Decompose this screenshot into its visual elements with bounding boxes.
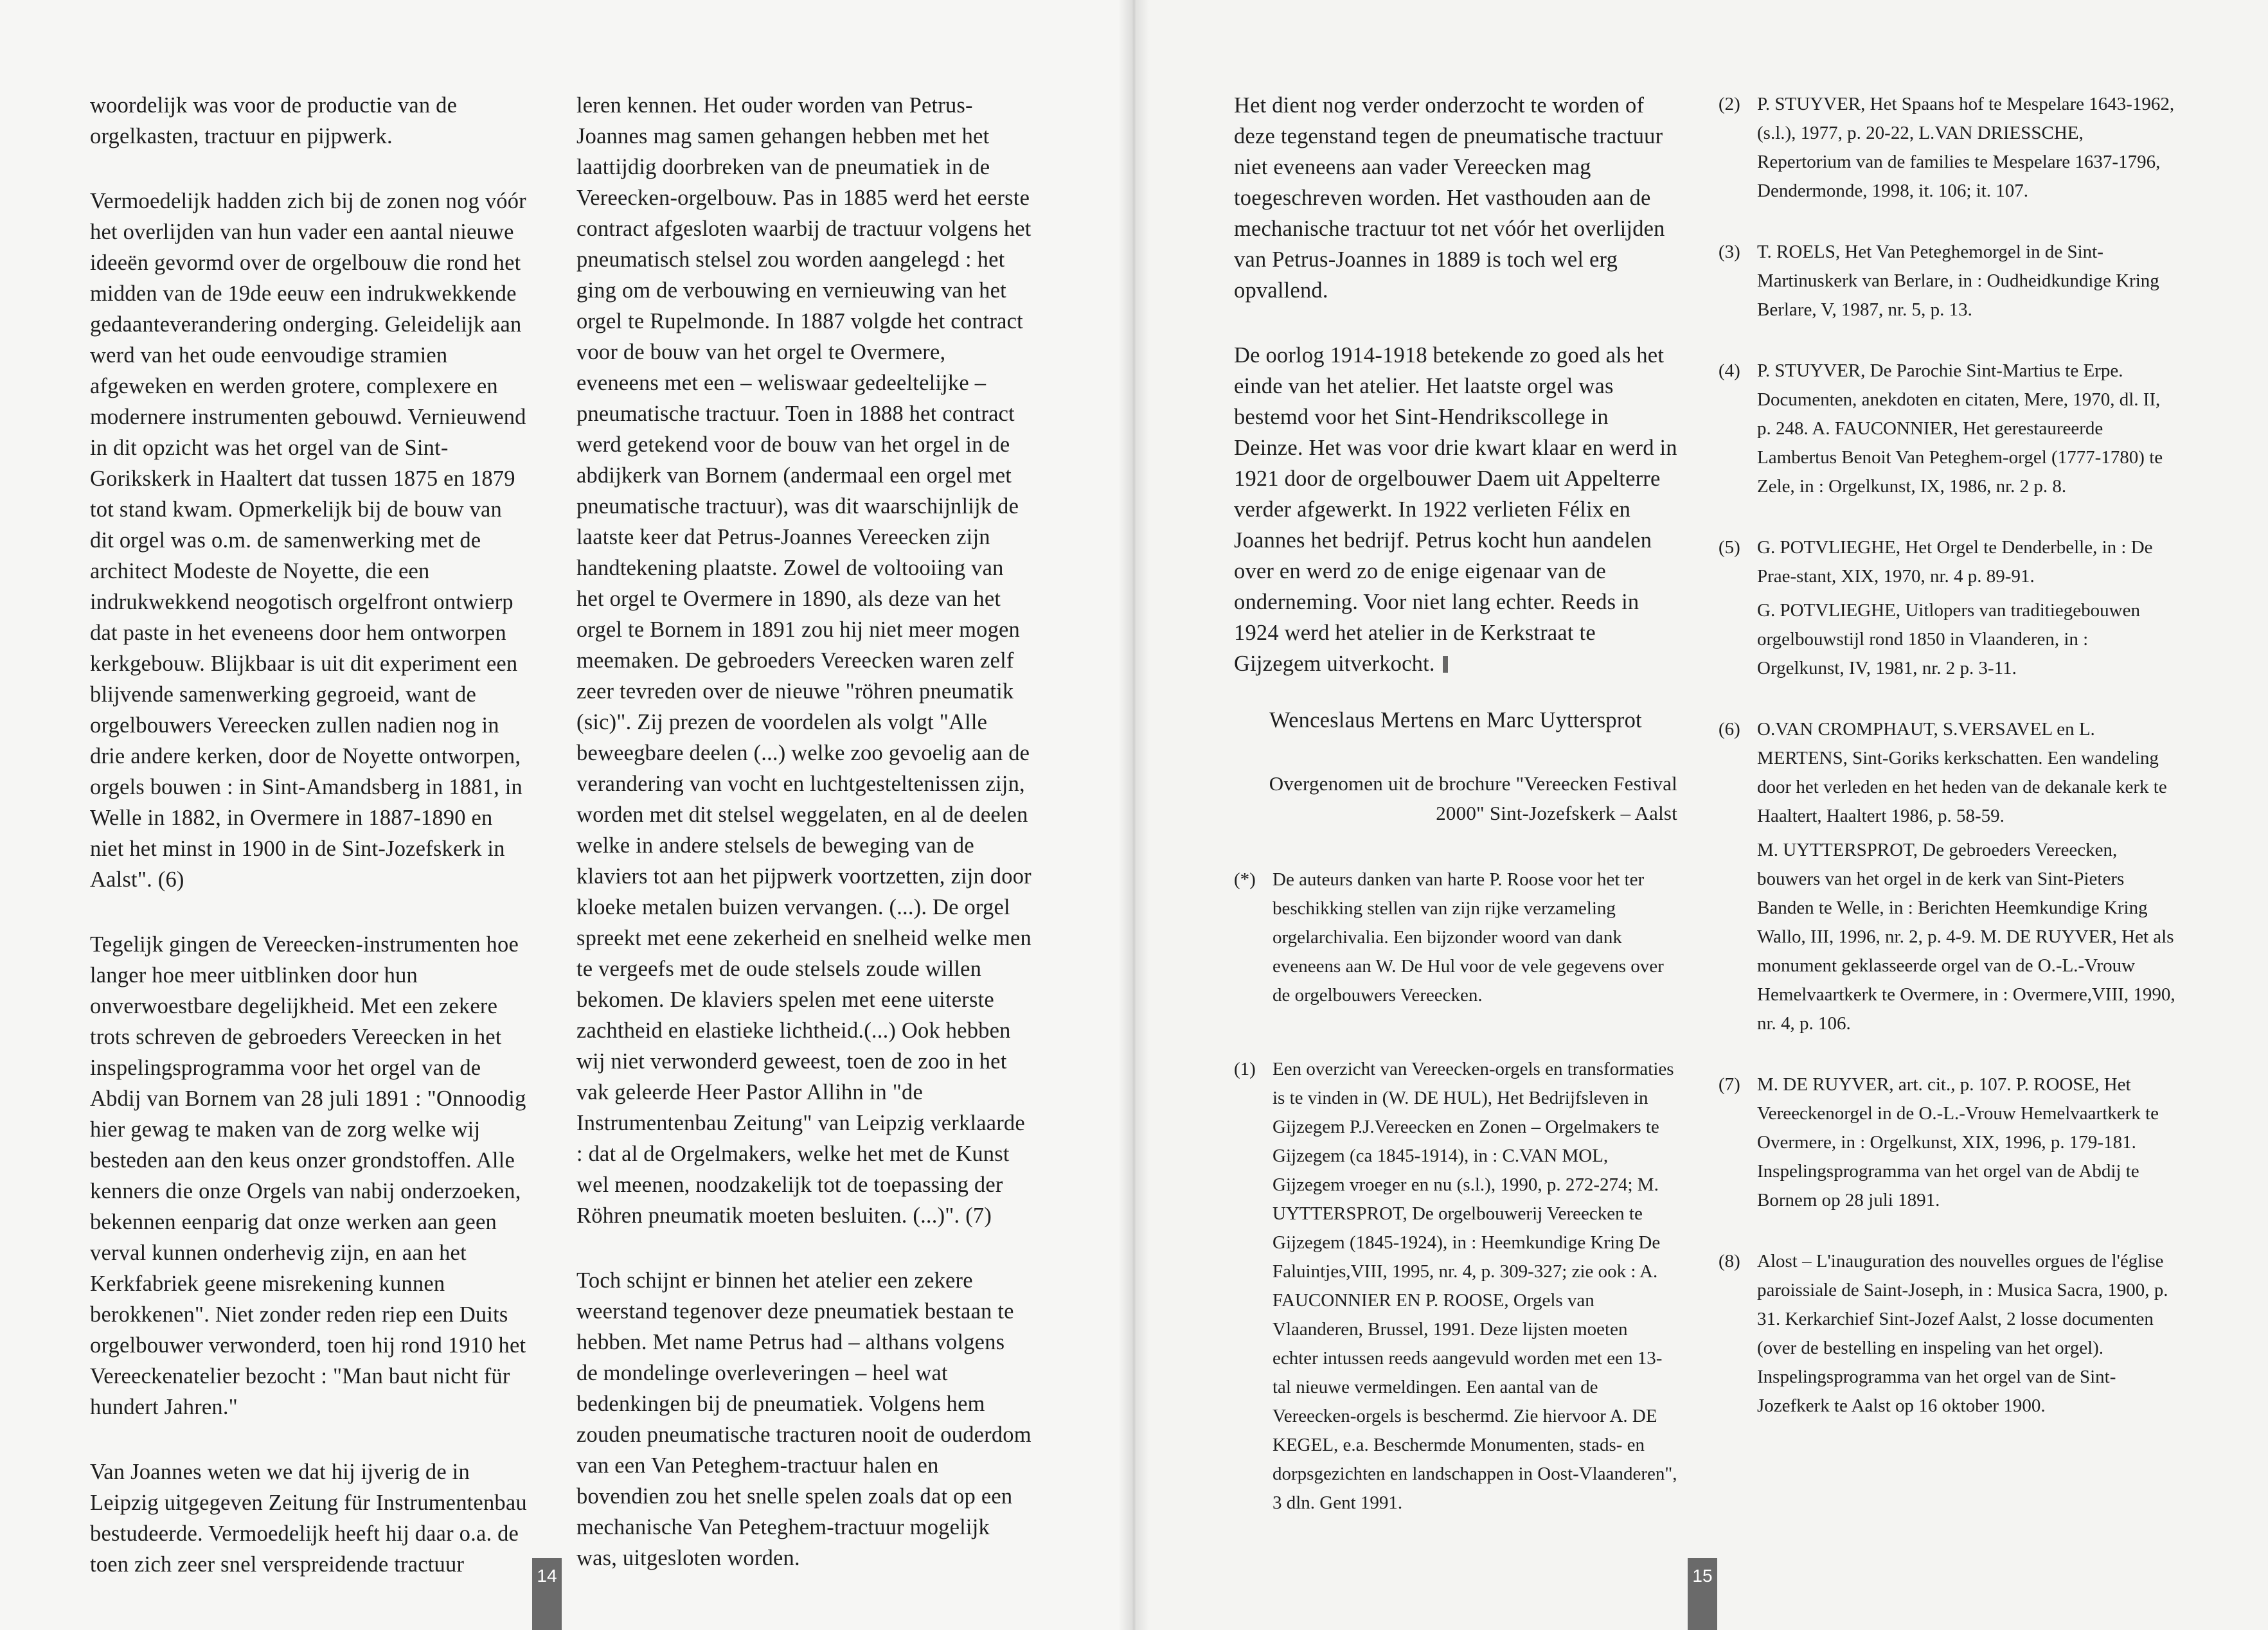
page-number: 15	[1688, 1558, 1717, 1630]
footnote-text: Alost – L'inauguration des nouvelles orgues de l'église paroissiale de Saint-Joseph, in : Musica Sacra, 1900, p. 31. Kerkarchief Sint-Jozef Aalst, 2 losse documenten (over de bestelling en inspeling van het orgel). Inspelingsprogramma van het orgel van de Sint-Jozefkerk te Aalst op 16 oktober 1900.	[1757, 1251, 2168, 1416]
paragraph: Toch schijnt er binnen het atelier een zekere weerstand tegenover deze pneumatiek bestaan te hebben. Met name Petrus had – althans volgens de mondelinge overleveringen – heel wat bedenkingen bij de pneumatiek. Volgens hem zouden pneumatische tracturen nooit de ouderdom van een Van Peteghem-tractuur halen en bovendien zou het snelle spelen zoals dat op een mechanische Van Peteghem-tractuur mogelijk was, uitgesloten worden.	[576, 1268, 1031, 1570]
footnote	[1719, 1247, 2176, 1421]
paragraph: leren kennen. Het ouder worden van Petrus-Joannes mag samen gehangen hebben met het laattijdig doorbreken van de pneumatiek in de Vereecken-orgelbouw. Pas in 1885 werd het eerste contract afgesloten waarbij de tractuur volgens het pneumatisch stelsel zou worden aangelegd : het ging om de verbouwing en vernieuwing van het orgel te Rupelmonde. In 1887 volgde het contract voor de bouw van het orgel te Overmere, eveneens met een – weliswaar gedeeltelijke – pneumatische tractuur. Toen in 1888 het contract werd getekend voor de bouw van het orgel in de abdijkerk van Bornem (andermaal een orgel met pneumatische tractuur), was dit waarschijnlijk de laatste keer dat Petrus-Joannes Vereecken zijn handtekening plaatste. Zowel de voltooiing van het orgel te Overmere in 1890, als deze van het orgel te Bornem in 1891 zou hij niet meer mogen meemaken. De gebroeders Vereecken waren zelf zeer tevreden over de nieuwe "röhren pneumatik (sic)". Zij prezen de voordelen als volgt "Alle beweegbare deelen (...) welke zoo gevoelig aan de verandering van vocht en luchtgesteltenissen zijn, worden met dit stelsel weggelaten, en al de deelen welke in andere stelsels de beweging van de klaviers tot aan het pijpwerk voortzetten, zijn door kloeke metalen buizen vervangen. (...). De orgel spreekt met eene zekerheid en snelheid welke men te vergeefs met de oude stelsels zoude willen bekomen. De klaviers spelen met eene uiterste zachtheid en elastieke lichtheid.(...) Ook hebben wij niet verwonderd geweest, toen de zoo in het vak geleerde Heer Pastor Allihn in "de Instrumentenbau Zeitung" van Leipzig verklaarde : dat al de Orgelmakers, welke het met de Kunst wel meenen, noodzakelijk tot de toepassing der Röhren pneumatik moeten besluiten. (...)". (7)	[576, 93, 1031, 1228]
footnote	[1719, 1070, 2176, 1215]
footnote-text: M. DE RUYVER, art. cit., p. 107. P. ROOSE, Het Vereeckenorgel in de O.-L.-Vrouw Hemelvaartkerk te Overmere, in : Orgelkunst, XIX, 1996, p. 179-181. Inspelingsprogramma van het orgel van de Abdij te Bornem op 28 juli 1891.	[1757, 1074, 2159, 1210]
footnote-number: (7)	[1719, 1074, 1740, 1095]
right-page-column-1	[1234, 90, 1677, 1550]
paragraph: Van Joannes weten we dat hij ijverig de in Leipzig uitgegeven Zeitung für Instrumentenbau bestudeerde. Vermoedelijk heeft hij daar o.a. de toen zich zeer snel verspreidende tractuur	[90, 1460, 527, 1577]
paragraph: woordelijk was voor de productie van de orgelkasten, tractuur en pijpwerk.	[90, 93, 458, 148]
footnote-number: (6)	[1719, 719, 1740, 740]
page-15	[1134, 0, 2268, 1630]
footnote	[1719, 90, 2176, 206]
footnote-text: G. POTVLIEGHE, Het Orgel te Denderbelle, in : De Prae-stant, XIX, 1970, nr. 4 p. 89-91.	[1757, 537, 2153, 587]
left-page-column-1	[90, 90, 528, 1614]
page-number: 14	[532, 1558, 562, 1630]
paragraph	[1234, 340, 1677, 679]
footnote	[1719, 357, 2176, 501]
footnote-text: Een overzicht van Vereecken-orgels en transformaties is te vinden in (W. DE HUL), Het Bedrijfsleven in Gijzegem P.J.Vereecken en Zonen – Orgelmakers te Gijzegem (ca 1845-1914), in : C.VAN MOL, Gijzegem vroeger en nu (s.l.), 1990, p. 272-274; M. UYTTERSPROT, De orgelbouwerij Vereecken te Gijzegem (1845-1924), in : Heemkundige Kring De Faluintjes,VIII, 1995, nr. 4, p. 309-327; zie ook : A. FAUCONNIER EN P. ROOSE, Orgels van Vlaanderen, Brussel, 1991. Deze lijsten moeten echter intussen reeds aangevuld worden met een 13-tal nieuwe vermeldingen. Een aantal van de Vereecken-orgels is beschermd. Zie hiervoor A. DE KEGEL, e.a. Beschermde Monumenten, stads- en dorpsgezichten en landschappen in Oost-Vlaanderen", 3 dln. Gent 1991.	[1272, 1059, 1677, 1513]
footnote-text: O.VAN CROMPHAUT, S.VERSAVEL en L. MERTENS, Sint-Goriks kerkschatten. Een wandeling door het verleden en het heden van de dekanale kerk te Haaltert, Haaltert 1986, p. 58-59.	[1757, 719, 2167, 826]
footnote-number: (8)	[1719, 1251, 1740, 1271]
footnote-number: (5)	[1719, 537, 1740, 558]
footnote	[1719, 533, 2176, 683]
footnote-text: T. ROELS, Het Van Peteghemorgel in de Sint-Martinuskerk van Berlare, in : Oudheidkundige Kring Berlare, V, 1987, nr. 5, p. 13.	[1757, 242, 2159, 320]
footnote-text: P. STUYVER, De Parochie Sint-Martius te Erpe. Documenten, anekdoten en citaten, Mere, 1970, dl. II, p. 248. A. FAUCONNIER, Het gerestaureerde Lambertus Benoit Van Peteghem-orgel (1777-1780) te Zele, in : Orgelkunst, IX, 1986, nr. 2 p. 8.	[1757, 360, 2163, 497]
footnote	[1234, 1055, 1677, 1518]
footnote-number: (1)	[1234, 1059, 1256, 1079]
source-credit: Overgenomen uit de brochure "Vereecken Festival 2000" Sint-Jozefskerk – Aalst	[1269, 772, 1677, 824]
footnote	[1719, 238, 2176, 324]
paragraph-text: De oorlog 1914-1918 betekende zo goed als het einde van het atelier. Het laatste orgel was bestemd voor het Sint-Hendrikscollege in Deinze. Het was voor drie kwart klaar en werd in 1921 door de orgelbouwer Daem uit Appelterre verder afgewerkt. In 1922 verlieten Félix en Joannes het bedrijf. Petrus kocht hun aandelen over en werd zo de enige eigenaar van de onderneming. Voor niet lang echter. Reeds in 1924 werd het atelier in de Kerkstraat te Gijzegem uitverkocht.	[1234, 343, 1677, 676]
paragraph: Het dient nog verder onderzocht te worden of deze tegenstand tegen de pneumatische tractuur niet eveneens aan vader Vereecken mag toegeschreven worden. Het vasthouden aan de mechanische tractuur tot net vóór het overlijden van Petrus-Joannes in 1889 is toch wel erg opvallend.	[1234, 93, 1665, 303]
paragraph: Tegelijk gingen de Vereecken-instrumenten hoe langer hoe meer uitblinken door hun onverwoestbare degelijkheid. Met een zekere trots schreven de gebroeders Vereecken in het inspelingsprogramma voor het orgel van de Abdij van Bornem van 28 juli 1891 : "Onnoodig hier gewag te maken van de zorg welke wij besteden aan den keus onzer grondstoffen. Alle kenners die onze Orgels van nabij onderzoeken, bekennen eenparig dat onze werken aan geen verval kunnen onderhevig zijn, en aan het Kerkfabriek geene misrekening kunnen berokkenen". Niet zonder reden riep een Duits orgelbouwer verwonderd, toen hij rond 1910 het Vereeckenatelier bezocht : "Man baut nicht für hundert Jahren."	[90, 932, 526, 1419]
footnote-number: (3)	[1719, 242, 1740, 262]
footnotes-right	[1719, 90, 2176, 1453]
footnote-text-continued: G. POTVLIEGHE, Uitlopers van traditiegebouwen orgelbouwstijl rond 1850 in Vlaanderen, in : Orgelkunst, IV, 1981, nr. 2 p. 3-11.	[1757, 600, 2140, 678]
footnote	[1719, 715, 2176, 1038]
footnote-text: P. STUYVER, Het Spaans hof te Mespelare 1643-1962, (s.l.), 1977, p. 20-22, L.VAN DRIESSCHE, Repertorium van de families te Mespelare 1637-1796, Dendermonde, 1998, it. 106; it. 107.	[1757, 94, 2175, 201]
end-of-article-mark	[1443, 656, 1448, 673]
footnotes-left	[1234, 865, 1677, 1518]
footnote-text: De auteurs danken van harte P. Roose voor het ter beschikking stellen van zijn rijke verzameling orgelarchivalia. Een bijzonder woord van dank eveneens aan W. De Hul voor de vele gegevens over de orgelbouwers Vereecken.	[1272, 869, 1664, 1005]
article-authors: Wenceslaus Mertens en Marc Uyttersprot	[1269, 708, 1642, 732]
footnote-number: (*)	[1234, 869, 1256, 890]
book-gutter-shadow	[1118, 0, 1149, 1630]
footnote-text-continued: M. UYTTERSPROT, De gebroeders Vereecken, bouwers van het orgel in de kerk van Sint-Pieters Banden te Welle, in : Berichten Heemkundige Kring Wallo, III, 1996, nr. 2, p. 4-9. M. DE RUYVER, Het als monument geklasseerde orgel van de O.-L.-Vrouw Hemelvaartkerk te Overmere, in : Overmere,VIII, 1990, nr. 4, p. 106.	[1757, 840, 2175, 1034]
footnote-number: (4)	[1719, 360, 1740, 381]
paragraph: Vermoedelijk hadden zich bij de zonen nog vóór het overlijden van hun vader een aantal nieuwe ideeën gevormd over de orgelbouw die rond het midden van de 19de eeuw een indrukwekkende gedaanteverandering onderging. Geleidelijk aan werd van het oude eenvoudige stramien afgeweken en werden grotere, complexere en modernere instrumenten gebouwd. Vernieuwend in dit opzicht was het orgel van de Sint-Gorikskerk in Haaltert dat tussen 1875 en 1879 tot stand kwam. Opmerkelijk bij de bouw van dit orgel was o.m. de samenwerking met de architect Modeste de Noyette, die een indrukwekkend neogotisch orgelfront ontwierp dat paste in het eveneens door hem ontworpen kerkgebouw. Blijkbaar is uit dit experiment een blijvende samenwerking gegroeid, want de orgelbouwers Vereecken zullen nadien nog in drie andere kerken, door de Noyette ontworpen, orgels bouwen : in Sint-Amandsberg in 1881, in Welle in 1882, in Overmere in 1887-1890 en niet het minst in 1900 in de Sint-Jozefskerk in Aalst". (6)	[90, 189, 526, 892]
footnote-number: (2)	[1719, 94, 1740, 114]
left-page-column-2	[576, 90, 1031, 1608]
footnote	[1234, 865, 1677, 1010]
